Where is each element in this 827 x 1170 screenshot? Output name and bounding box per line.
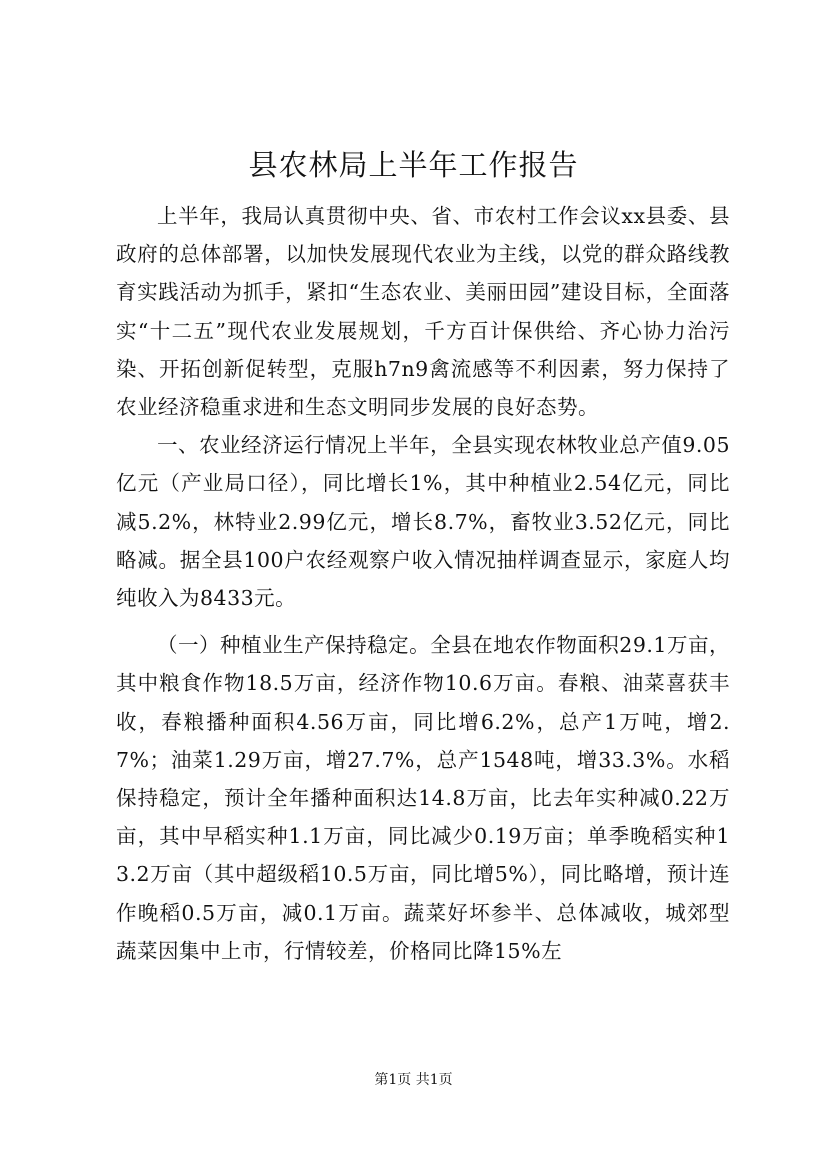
paragraph-crop-production: （一）种植业生产保持稳定。全县在地农作物面积29.1万亩，其中粮食作物18.5万亩，经济作物10.6万亩。春粮、油菜喜获丰收，春粮播种面积4.56万亩，同比增6.2%，总产1万吨，增2.7%；油菜1.29万亩，增27.7%，总产1548吨，增33.3%。水稻保持稳定，预计全年播种面积达14.8万亩，比去年实种减0.22万亩，其中早稻实种1.1万亩，同比减少0.19万亩；单季晚稻实种13.2万亩（其中超级稻10.5万亩，同比增5%），同比略增，预计连作晚稻0.5万亩，减0.1万亩。蔬菜好坏参半、总体减收，城郊型蔬菜因集中上市，行情较差，价格同比降15%左 <box>116 633 730 963</box>
document-title: 县农林局上半年工作报告 <box>248 148 579 182</box>
document-body <box>116 197 730 970</box>
page-footer: 第1页 共1页 <box>374 1072 453 1088</box>
paragraph-economy-overview: 一、农业经济运行情况上半年，全县实现农林牧业总产值9.05亿元（产业局口径），同比增长1%，其中种植业2.54亿元，同比减5.2%，林特业2.99亿元，增长8.7%，畜牧业3.52亿元，同比略减。据全县100户农经观察户收入情况抽样调查显示，家庭人均纯收入为8433元。 <box>116 433 730 611</box>
paragraph-intro: 上半年，我局认真贯彻中央、省、市农村工作会议xx县委、县政府的总体部署，以加快发展现代农业为主线，以党的群众路线教育实践活动为抓手，紧扣“生态农业、美丽田园”建设目标，全面落实“十二五”现代农业发展规划，千方百计保供给、齐心协力治污染、开拓创新促转型，克服h7n9禽流感等不利因素，努力保持了农业经济稳重求进和生态文明同步发展的良好态势。 <box>116 204 730 420</box>
